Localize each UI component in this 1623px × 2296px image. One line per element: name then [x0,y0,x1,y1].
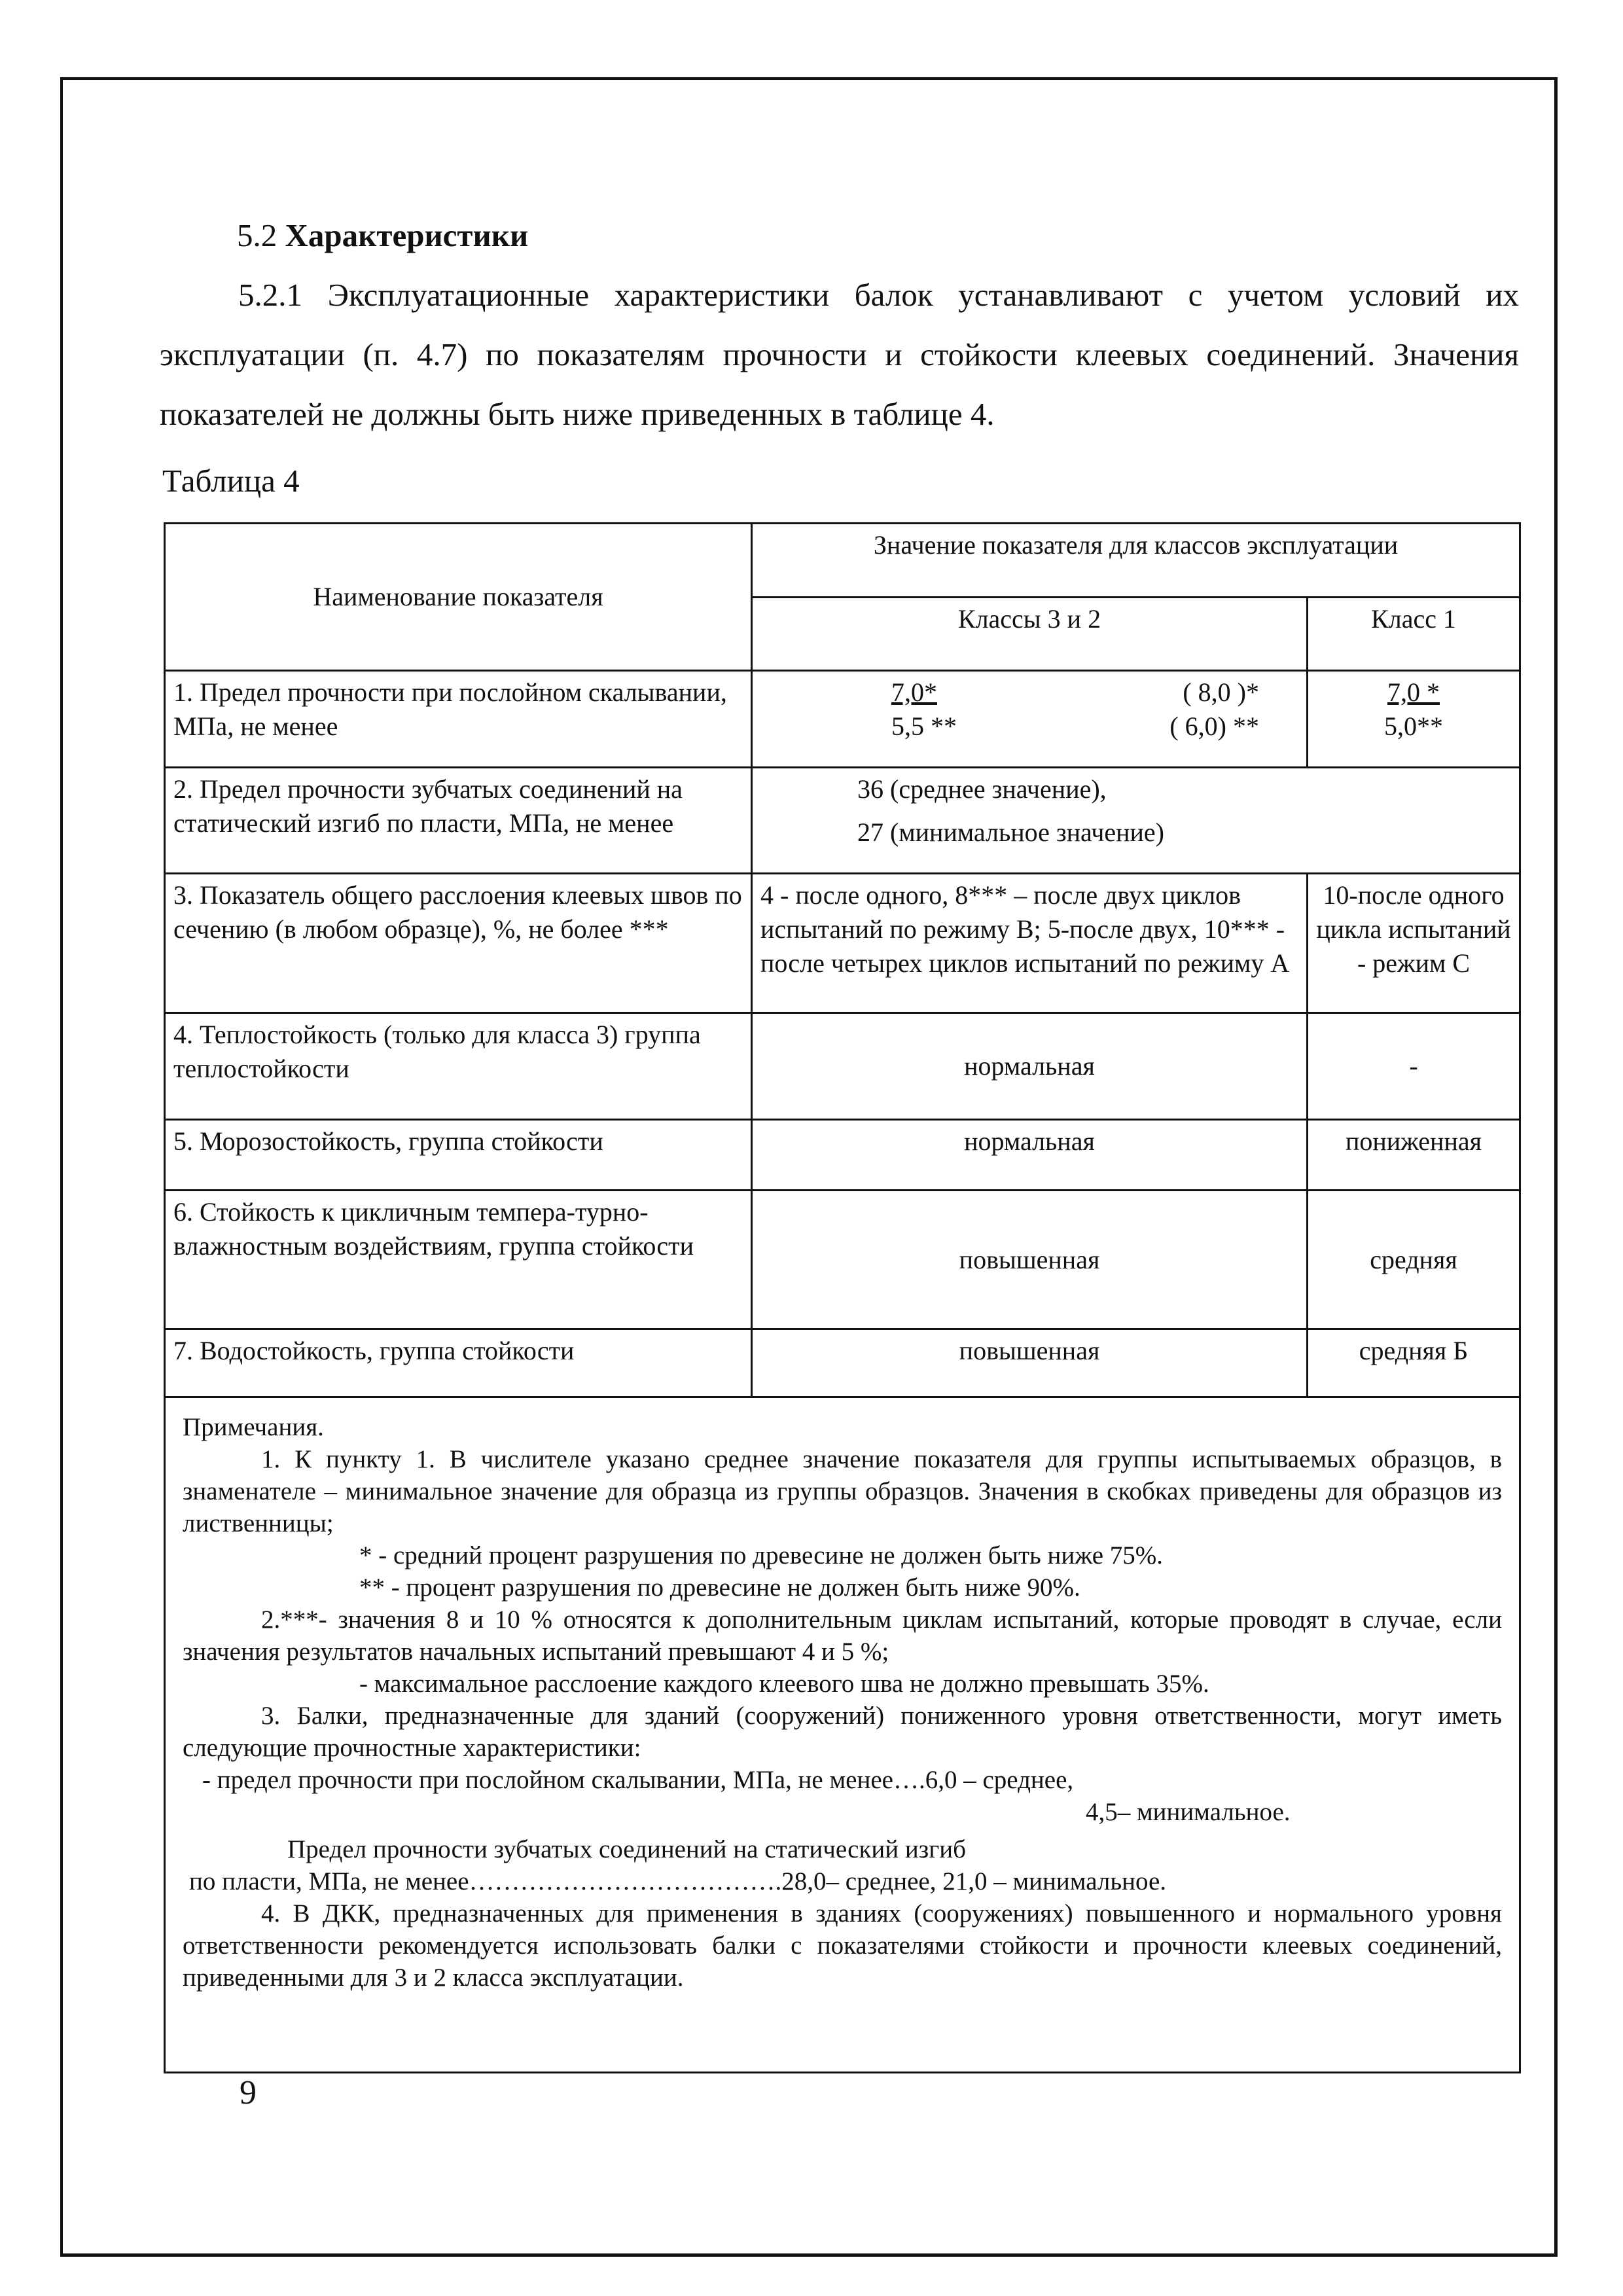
row4-name: 4. Теплостойкость (только для класса 3) группа теплостойкости [165,1013,752,1120]
row4-class-1: - [1308,1013,1520,1120]
section-heading [237,209,528,262]
note-3c: Предел прочности зубчатых соединений на статический изгиб [287,1835,966,1863]
row5-name: 5. Морозостойкость, группа стойкости [165,1120,752,1191]
header-class-1 [1308,598,1520,671]
row2-min: 27 (минимальное значение) [857,817,1164,847]
paragraph-5-2-1: 5.2.1 Эксплуатационные характеристики балок устанавливают с учетом условий их эксплуатации (п. 4.7) по показателям прочности и стойкости клеевых соединений. Значения показателей не должны быть ниже приведенных в таблице 4. [160,277,1519,432]
row2-mean: 36 (среднее значение), [857,774,1107,804]
row1-class1-numerator: 7,0 * [1387,677,1440,707]
row7-name: 7. Водостойкость, группа стойкости [165,1329,752,1397]
notes-cell [165,1397,1520,2073]
header-class-1-label: Класс 1 [1371,604,1456,634]
row1-numerator-mean: 7,0* [891,677,937,707]
header-classes-3-2 [752,598,1308,671]
row6-name: 6. Стойкость к цикличным темпера-турно-влажностным воздействиям, группа стойкости [165,1191,752,1329]
table-row [165,1191,1520,1329]
row1-name: 1. Предел прочности при послойном скалывании, МПа, не менее [165,671,752,768]
row6-class-1: средняя [1308,1191,1520,1329]
row1-denominator-min: 5,5 ** [891,711,957,741]
note-2a: - максимальное расслоение каждого клеевого шва не должно превышать 35%. [359,1670,1209,1698]
row7-class-1: средняя Б [1308,1329,1520,1397]
table-row [165,874,1520,1013]
row3-classes-3-2: 4 - после одного, 8*** – после двух циклов испытаний по режиму В; 5-после двух, 10*** - после четырех циклов испытаний по режиму А [752,874,1308,1013]
row5-classes-3-2: нормальная [752,1120,1308,1191]
note-3d: по пласти, МПа, не менее……………………………….28,0– среднее, 21,0 – минимальное. [189,1867,1167,1895]
header-name-cell [165,524,752,671]
notes-title: Примечания. [183,1413,324,1441]
note-3a: - предел прочности при послойном скалывании, МПа, не менее….6,0 – среднее, [202,1766,1074,1794]
section-title: Характеристики [285,217,529,253]
note-3b: 4,5– минимальное. [1086,1798,1291,1826]
table-row [165,768,1520,874]
header-value: Значение показателя для классов эксплуатации [873,530,1399,560]
table-row [165,1329,1520,1397]
row2-name: 2. Предел прочности зубчатых соединений на статический изгиб по пласти, МПа, не менее [165,768,752,874]
note-2: 2.***- значения 8 и 10 % относятся к дополнительным циклам испытаний, которые проводят в случае, если значения результатов начальных испытаний превышают 4 и 5 %; [183,1605,1502,1666]
note-1a: * - средний процент разрушения по древесине не должен быть ниже 75%. [359,1541,1164,1570]
row1-numerator-larch: ( 8,0 )* [1183,677,1259,707]
row1-class1-denominator: 5,0** [1384,711,1443,741]
table-row [165,671,1520,768]
header-name: Наименование показателя [313,582,603,611]
row5-class-1: пониженная [1308,1120,1520,1191]
section-number: 5.2 [237,217,277,253]
page-number: 9 [240,2074,257,2111]
note-1b: ** - процент разрушения по древесине не должен быть ниже 90%. [359,1573,1080,1602]
notes-row [165,1397,1520,2073]
note-3: 3. Балки, предназначенные для зданий (сооружений) пониженного уровня ответственности, могут иметь следующие прочностные характеристики: [183,1702,1502,1762]
note-4: 4. В ДКК, предназначенных для применения в зданиях (сооружениях) повышенного и нормального уровня ответственности рекомендуется использовать балки с показателями стойкости и прочности клеевых соединений, приведенными для 3 и 2 класса эксплуатации. [183,1899,1502,1992]
table-row [165,1013,1520,1120]
header-value-cell [752,524,1520,598]
row6-classes-3-2: повышенная [752,1191,1308,1329]
header-classes-3-2-label: Классы 3 и 2 [957,604,1101,634]
row7-classes-3-2: повышенная [752,1329,1308,1397]
table-caption: Таблица 4 [162,463,300,499]
row4-classes-3-2: нормальная [752,1013,1308,1120]
table-row [165,1120,1520,1191]
characteristics-table [164,522,1521,2073]
row3-class-1: 10-после одного цикла испытаний - режим С [1308,874,1520,1013]
row1-classes-3-2 [752,671,1308,768]
note-1: 1. К пункту 1. В числителе указано среднее значение показателя для группы испытываемых образцов, в знаменателе – минимальное значение для образца из группы образцов. Значения в скобках приведены для образцов из лиственницы; [183,1445,1502,1537]
row1-denominator-larch: ( 6,0) ** [1169,711,1259,741]
row3-name: 3. Показатель общего расслоения клеевых швов по сечению (в любом образце), %, не более *** [165,874,752,1013]
row1-class-1 [1308,671,1520,768]
row2-value [752,768,1520,874]
